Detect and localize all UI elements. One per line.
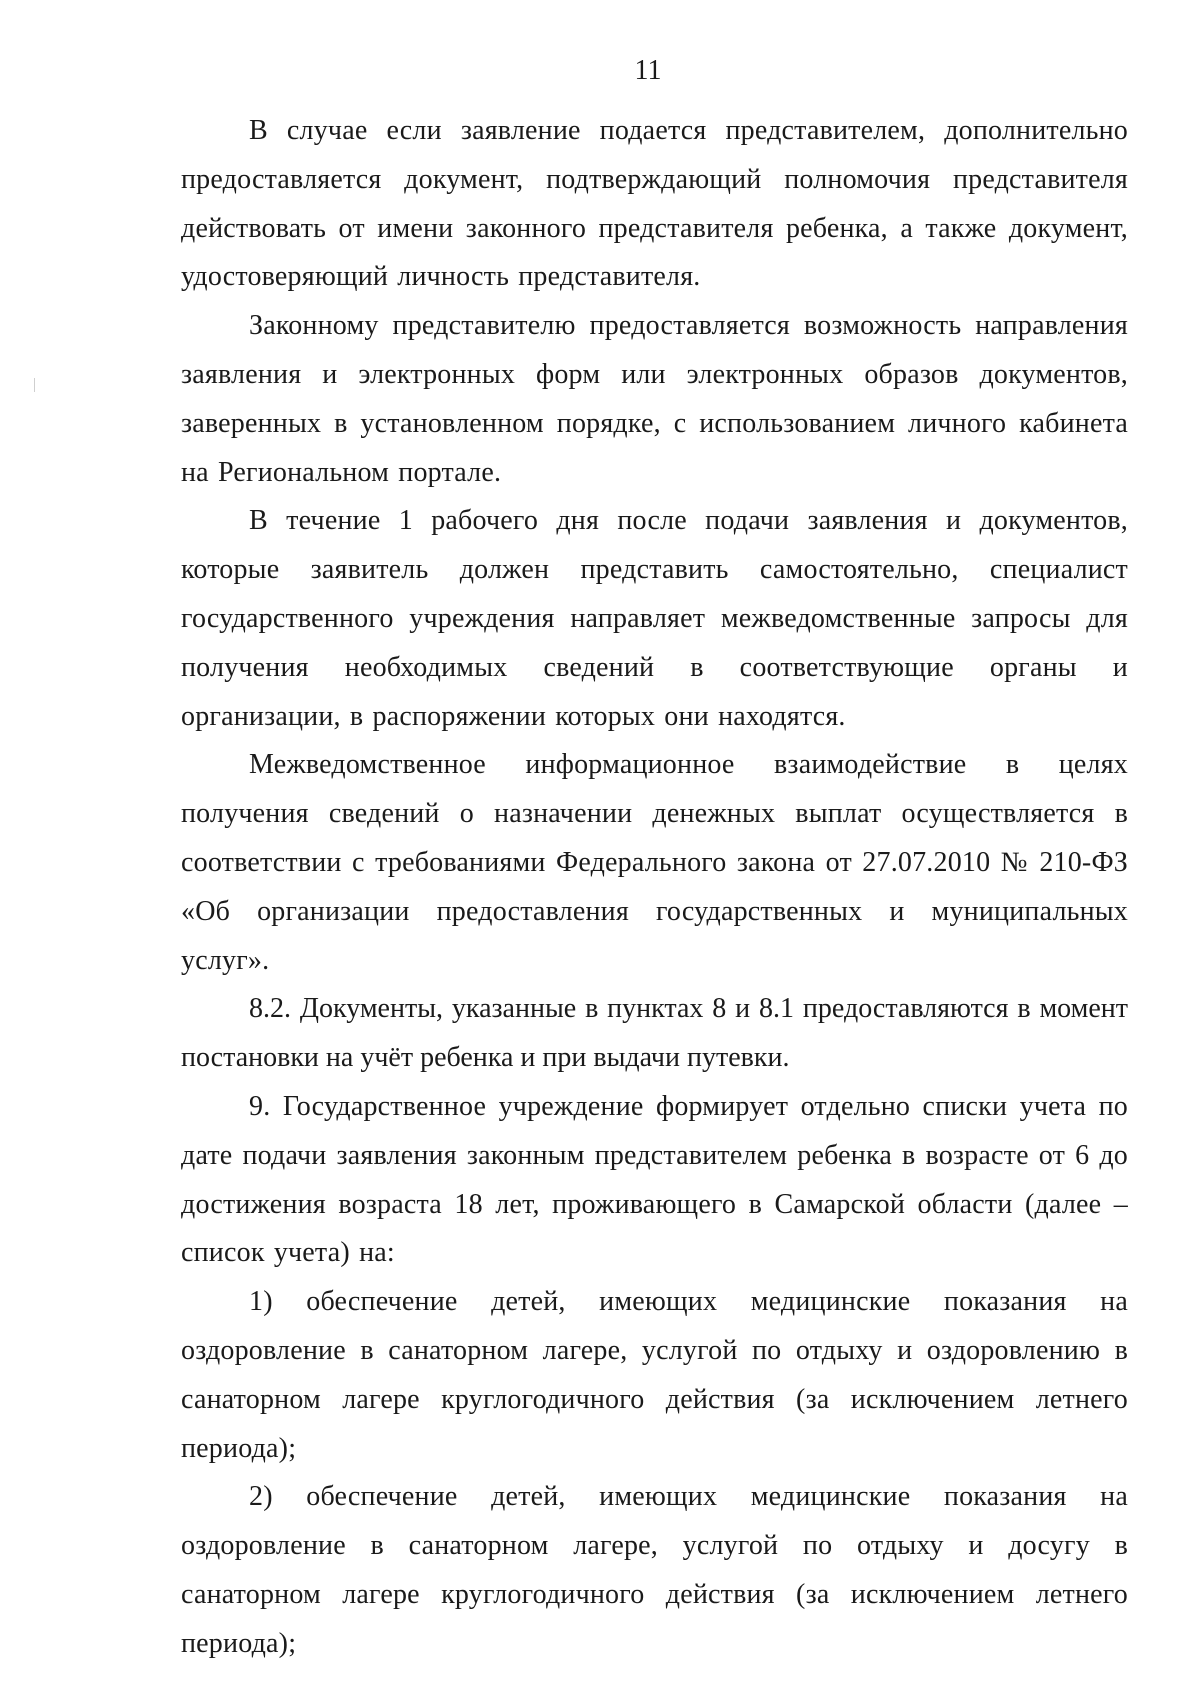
paragraph-representative-documents: В случае если заявление подается представителем, дополнительно предоставляется документ, подтверждающий полномочия представителя действовать от имени законного представителя ребенка, а также документ, удостоверяющий личность представителя. xyxy=(181,115,1128,293)
paragraph-clause-8-2: 8.2. Документы, указанные в пунктах 8 и 8.1 предоставляются в момент постановки на учёт ребенка и при выдачи путевки. xyxy=(181,993,1128,1074)
paragraph-electronic-submission: Законному представителю предоставляется возможность направления заявления и электронных форм или электронных образов документов, заверенных в установленном порядке, с использованием личного кабинета на Региональном портале. xyxy=(181,310,1128,488)
paragraph-interagency-interaction: Межведомственное информационное взаимодействие в целях получения сведений о назначении денежных выплат осуществляется в соответствии с требованиями Федерального закона от 27.07.2010 № 210-ФЗ «Об организации предоставления государственных и муниципальных услуг». xyxy=(181,749,1128,976)
scan-artifact xyxy=(34,378,35,392)
document-body xyxy=(181,107,1128,1669)
page-number: 11 xyxy=(634,55,662,86)
list-item-2: 2) обеспечение детей, имеющих медицинские показания на оздоровление в санаторном лагере, услугой по отдыху и досугу в санаторном лагере круглогодичного действия (за исключением летнего периода); xyxy=(181,1481,1128,1659)
paragraph-clause-9: 9. Государственное учреждение формирует отдельно списки учета по дате подачи заявления законным представителем ребенка в возрасте от 6 до достижения возраста 18 лет, проживающего в Самарской области (далее – список учета) на: xyxy=(181,1090,1128,1269)
paragraph-interagency-requests: В течение 1 рабочего дня после подачи заявления и документов, которые заявитель должен представить самостоятельно, специалист государственного учреждения направляет межведомственные запросы для получения необходимых сведений в соответствующие органы и организации, в распоряжении которых они находятся. xyxy=(181,505,1128,732)
list-item-1: 1) обеспечение детей, имеющих медицинские показания на оздоровление в санаторном лагере, услугой по отдыху и оздоровлению в санаторном лагере круглогодичного действия (за исключением летнего периода); xyxy=(181,1286,1128,1464)
